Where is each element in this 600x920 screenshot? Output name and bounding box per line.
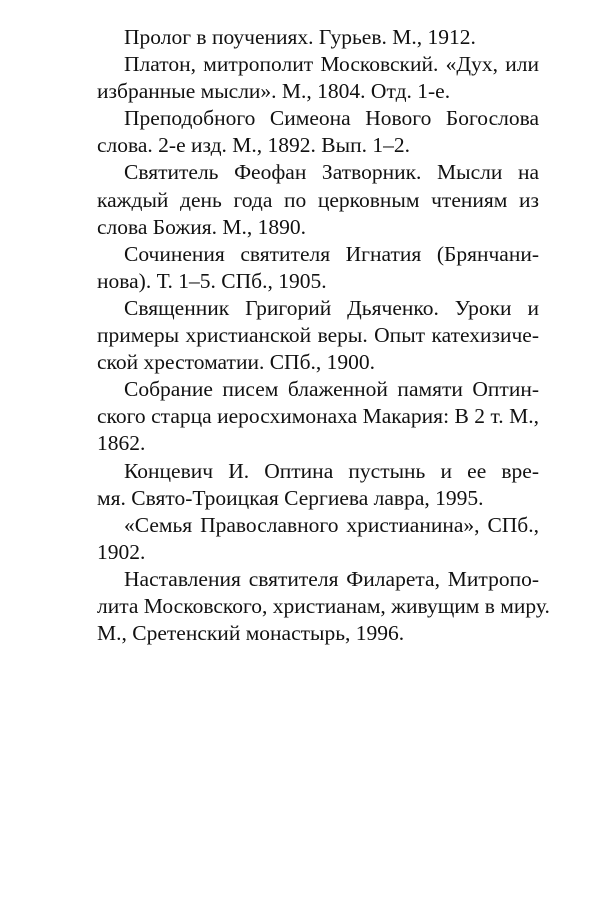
entry-line: лита Московского, христианам, живущим в миру. xyxy=(97,593,550,618)
bibliography-entry xyxy=(97,376,539,457)
entry-line: ской хрестоматии. СПб., 1900. xyxy=(97,350,376,375)
entry-line: Сочинения святителя Игнатия (Брянчани- xyxy=(124,241,539,266)
bibliography-entry xyxy=(97,512,539,566)
entry-line: мя. Свято-Троицкая Сергиева лавра, 1995. xyxy=(97,485,484,510)
entry-line: избранные мысли». М., 1804. Отд. 1-е. xyxy=(97,79,451,104)
entry-line: М., Сретенский монастырь, 1996. xyxy=(97,621,405,646)
bibliography-entry xyxy=(97,24,539,51)
entry-line: Преподобного Симеона Нового Богослова xyxy=(124,106,539,131)
entry-line: 1902. xyxy=(97,539,146,564)
bibliography-entry xyxy=(97,295,539,376)
bibliography-entry xyxy=(97,566,550,647)
entry-line: нова). Т. 1–5. СПб., 1905. xyxy=(97,268,327,293)
bibliography-entry xyxy=(97,458,539,512)
bibliography-entry xyxy=(97,241,539,295)
entry-line: Платон, митрополит Московский. «Дух, или xyxy=(124,52,539,77)
entry-line: ского старца иеросхимонаха Макария: В 2 т. М., xyxy=(97,404,539,429)
entry-line: Пролог в поучениях. Гурьев. М., 1912. xyxy=(124,25,476,49)
bibliography-entry xyxy=(97,51,539,105)
entry-line: слова Божия. М., 1890. xyxy=(97,214,306,239)
entry-line: «Семья Православного христианина», СПб., xyxy=(124,512,539,537)
entry-line: Наставления святителя Филарета, Митропо- xyxy=(124,566,539,591)
entry-line: Собрание писем блаженной памяти Оптин- xyxy=(124,377,539,402)
entry-line: Концевич И. Оптина пустынь и ее вре- xyxy=(124,458,539,483)
entry-line: Святитель Феофан Затворник. Мысли на xyxy=(124,160,539,185)
entry-line: Священник Григорий Дьяченко. Уроки и xyxy=(124,295,539,320)
bibliography-list xyxy=(97,24,550,647)
entry-line: 1862. xyxy=(97,431,146,456)
entry-line: слова. 2-е изд. М., 1892. Вып. 1–2. xyxy=(97,133,410,158)
bibliography-entry xyxy=(97,159,539,240)
entry-line: примеры христианской веры. Опыт катехизиче- xyxy=(97,323,539,348)
bibliography-entry xyxy=(97,105,539,159)
entry-line: каждый день года по церковным чтениям из xyxy=(97,187,539,212)
